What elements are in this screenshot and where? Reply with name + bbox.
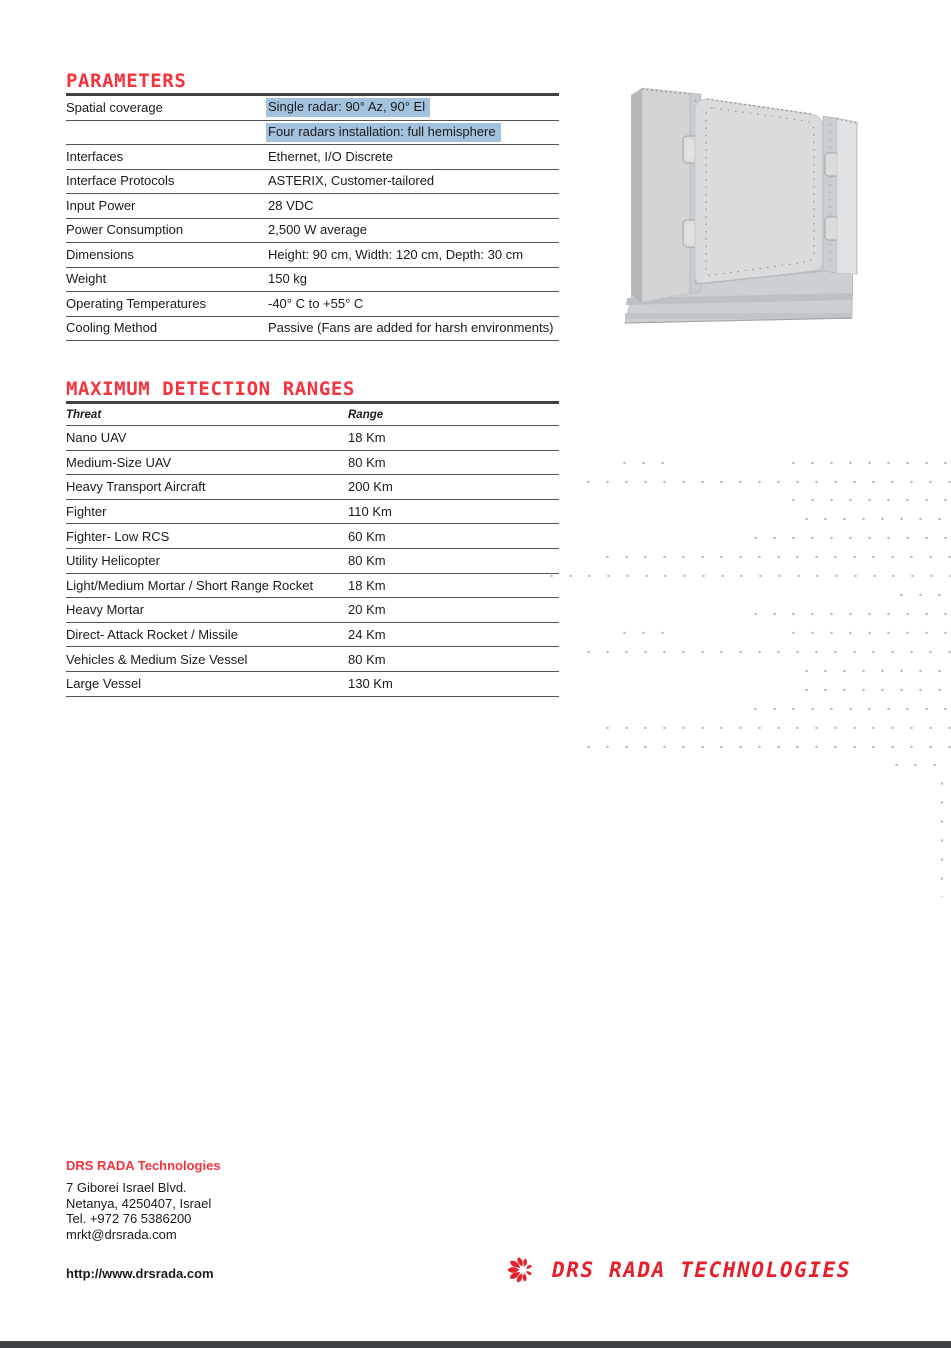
parameter-label: Interface Protocols: [66, 173, 175, 189]
parameter-row: [66, 219, 559, 244]
threat-cell: Heavy Transport Aircraft: [66, 479, 206, 495]
column-header-threat: Threat: [66, 408, 102, 421]
address-line: Tel. +972 76 5386200: [66, 1211, 192, 1227]
detection-range-row: [66, 475, 559, 500]
footer-company-name: DRS RADA Technologies: [66, 1158, 221, 1173]
parameter-value-text: Passive (Fans are added for harsh environments): [268, 320, 554, 336]
parameter-label: Input Power: [66, 197, 136, 213]
parameter-value-text: -40° C to +55° C: [268, 295, 364, 311]
parameter-value: [268, 271, 559, 287]
range-cell: 60 Km: [348, 528, 386, 544]
address-line: Netanya, 4250407, Israel: [66, 1195, 212, 1211]
range-cell: 110 Km: [348, 504, 392, 520]
detection-ranges-heading: MAXIMUM DETECTION RANGES: [66, 378, 355, 400]
parameter-label: Interfaces: [66, 148, 124, 164]
parameter-value-text: ASTERIX, Customer-tailored: [268, 173, 435, 189]
threat-cell: Medium-Size UAV: [66, 454, 172, 470]
parameter-row: [66, 268, 559, 293]
parameter-label: Weight: [66, 271, 107, 287]
parameter-value-text: Single radar: 90° Az, 90° El: [266, 98, 430, 117]
threat-cell: Direct- Attack Rocket / Missile: [66, 627, 238, 643]
parameter-label: Operating Temperatures: [66, 295, 206, 311]
parameter-value: [268, 296, 559, 312]
parameter-value: [268, 247, 559, 263]
column-header-range: Range: [348, 408, 384, 421]
pinwheel-radar-icon: [506, 1249, 544, 1291]
threat-cell: Light/Medium Mortar / Short Range Rocket: [66, 577, 314, 593]
parameters-heading: PARAMETERS: [66, 70, 187, 92]
threat-cell: Heavy Mortar: [66, 602, 145, 618]
range-cell: 200 Km: [348, 479, 393, 495]
detection-ranges-header-row: [66, 404, 559, 426]
parameter-value: [268, 222, 559, 238]
parameter-label: Cooling Method: [66, 320, 158, 336]
detection-range-row: [66, 426, 559, 451]
detection-range-row: [66, 451, 559, 476]
detection-range-row: [66, 574, 559, 599]
detection-range-row: [66, 647, 559, 672]
parameter-value-text: 2,500 W average: [268, 222, 368, 238]
range-cell: 80 Km: [348, 454, 386, 470]
parameter-value-text: Four radars installation: full hemisphere: [266, 123, 501, 142]
threat-cell: Fighter- Low RCS: [66, 528, 170, 544]
website-link[interactable]: http://www.drsrada.com: [66, 1266, 214, 1281]
parameter-label: Dimensions: [66, 246, 134, 262]
parameter-row: [66, 317, 559, 342]
parameter-value-text: Ethernet, I/O Discrete: [268, 148, 393, 164]
threat-cell: Vehicles & Medium Size Vessel: [66, 651, 248, 667]
range-cell: 80 Km: [348, 651, 386, 667]
address-line: 7 Giborei Israel Blvd.: [66, 1180, 187, 1196]
threat-cell: Fighter: [66, 504, 107, 520]
range-cell: 24 Km: [348, 627, 386, 643]
range-cell: 80 Km: [348, 553, 386, 569]
parameter-value: [268, 123, 559, 142]
parameter-row: [66, 243, 559, 268]
range-cell: 18 Km: [348, 430, 386, 446]
parameter-row: [66, 145, 559, 170]
parameter-value: [268, 320, 559, 336]
range-cell: 130 Km: [348, 676, 393, 692]
range-cell: 18 Km: [348, 577, 386, 593]
parameter-row: [66, 96, 559, 121]
parameter-label: Spatial coverage: [66, 99, 163, 115]
parameter-value: [268, 98, 559, 117]
parameter-row: [66, 194, 559, 219]
detection-range-row: [66, 549, 559, 574]
contact-email[interactable]: mrkt@drsrada.com: [66, 1226, 177, 1242]
detection-range-row: [66, 598, 559, 623]
parameter-row: [66, 292, 559, 317]
bottom-bar: [0, 1341, 951, 1348]
company-logo: [506, 1249, 851, 1291]
range-cell: 20 Km: [348, 602, 386, 618]
parameters-section: [66, 70, 559, 341]
parameter-value-text: Height: 90 cm, Width: 120 cm, Depth: 30 cm: [268, 246, 524, 262]
parameter-value: [268, 173, 559, 189]
threat-cell: Nano UAV: [66, 430, 127, 446]
parameter-row: [66, 121, 559, 146]
parameter-value-text: 150 kg: [268, 271, 308, 287]
footer-contact-block: [66, 1158, 221, 1242]
parameter-value: [268, 149, 559, 165]
detection-range-row: [66, 500, 559, 525]
radar-product-image: [610, 62, 950, 342]
parameter-row: [66, 170, 559, 195]
detection-range-row: [66, 524, 559, 549]
threat-cell: Utility Helicopter: [66, 553, 160, 569]
threat-cell: Large Vessel: [66, 676, 142, 692]
parameter-label: Power Consumption: [66, 222, 184, 238]
parameter-value-text: 28 VDC: [268, 197, 314, 213]
logo-wordmark: DRS RADA TECHNOLOGIES: [552, 1258, 852, 1282]
parameter-value: [268, 198, 559, 214]
detection-ranges-table: [66, 426, 559, 697]
parameters-table: [66, 96, 559, 341]
detection-ranges-section: [66, 378, 559, 697]
detection-range-row: [66, 623, 559, 648]
detection-range-row: [66, 672, 559, 697]
